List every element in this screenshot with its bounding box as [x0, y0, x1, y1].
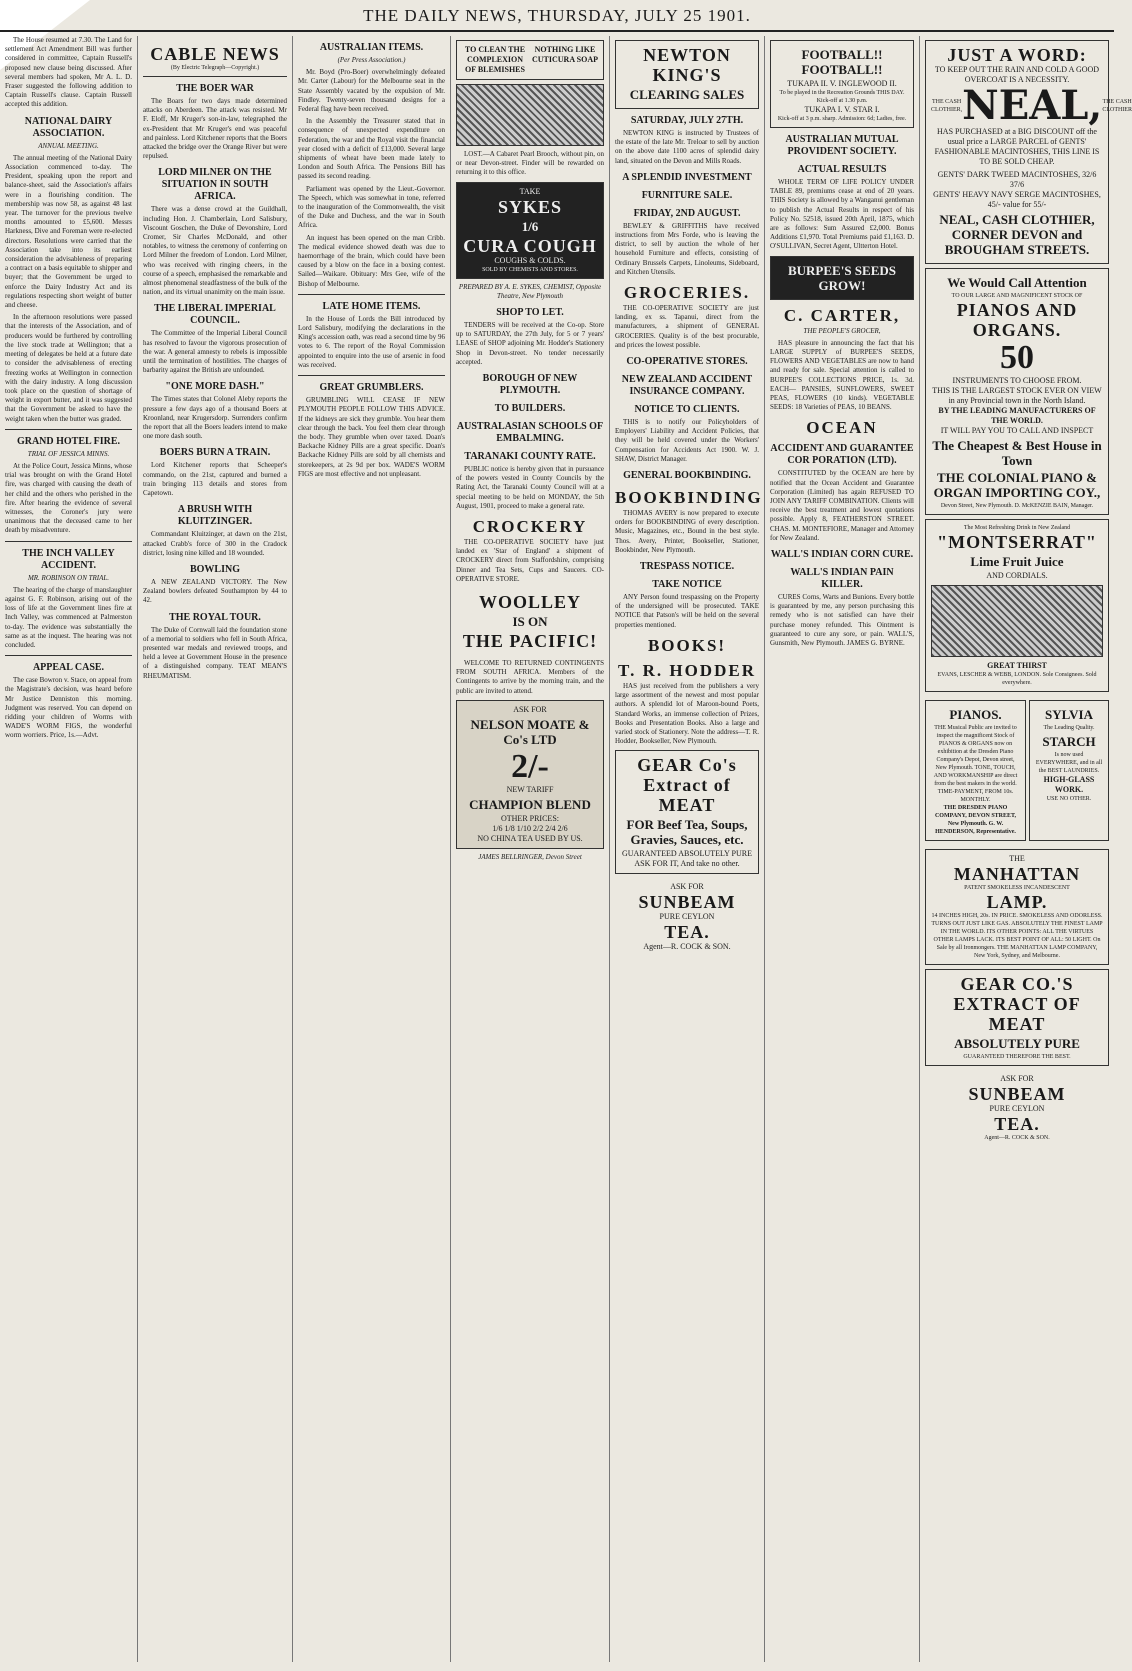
heading-general-bookbinding: GENERAL BOOKBINDING. — [623, 470, 751, 482]
divider — [298, 294, 445, 295]
carter-text: HAS pleasure in announcing the fact that his LARGE SUPPLY of BURPEE'S SEEDS, FLOWERS AND VEGETABLES are now to hand and ready for sale. Special attention is called to BURPEE'S COLLECTIONS PRICE, 1s. 3d. EACH— PANSIES, SUNFLOWERS, SWEET PEAS, FLOWERS (10 kinds). VEGETABLE SEEDS: 18 Varieties of PEAS, 10 BEANS. — [770, 338, 914, 412]
amp-text: WHOLE TERM OF LIFE POLICY UNDER TABLE 89, premiums cease at end of 20 years. THIS Society is allowed by a Wanganui gentleman to publish the Actual Results in respect of his Policy No. 52518, issued 20th April, 1875, which are as follows: Sum Assured £2,000. Bonus Additions £1,970. Total Premiums paid £1,163. D. O'SULLIVAN, Secret Agent, Ultterton Hotel. — [770, 178, 914, 251]
gear-pure: GUARANTEED ABSOLUTELY PURE — [621, 849, 752, 859]
pianos-pay: IT WILL PAY YOU TO CALL AND INSPECT — [940, 426, 1094, 435]
carter-name: C. CARTER, — [783, 305, 901, 325]
woolley-pacific: THE PACIFIC! — [462, 631, 598, 652]
heading-borough: BOROUGH OF NEW PLYMOUTH. — [482, 373, 578, 397]
newton-king-name: NEWTON KING'S — [643, 45, 731, 85]
heading-bookbinding: BOOKBINDING — [615, 488, 763, 508]
sunbeam-tea: TEA. — [664, 922, 710, 943]
manhattan-text: 14 INCHES HIGH, 20s. IN PRICE. SMOKELESS AND ODORLESS. TURNS OUT JUST LIKE GAS. ABSOLUTELY THE FINEST LAMP IN THE WORLD. ITS OTHER POINTS: ALL THE VIRTUES OTHER LAMPS LACK. ITS BEST POINT OF ALL: 50 LIGHT. On Sale by all Ironmongers. THE MANHATTAN LAMP COMPANY, New York, Sydney, and Melbourne. — [931, 913, 1103, 959]
cuticura-left: TO CLEAN THE COMPLEXION OF BLEMISHES — [464, 45, 526, 74]
heading-nz-accident: NEW ZEALAND ACCIDENT INSURANCE COMPANY. — [621, 374, 753, 398]
heading-trespass: TRESPASS NOTICE. — [639, 561, 735, 573]
australian-text-1: Mr. Boyd (Pro-Boer) overwhelmingly defeated Mr. Carter (Labour) for the Melbourne seat in the State Assembly vacated by the expulsion of Mr. Findley. Twenty-seven thousand designs for a Federal flag have been received. — [298, 68, 445, 114]
pianos-ad — [925, 268, 1109, 515]
australian-byline: (Per Press Association.) — [337, 56, 406, 64]
grumblers-text: GRUMBLING WILL CEASE IF NEW PLYMOUTH PEOPLE FOLLOW THIS ADVICE. If the kidneys are sick they grumble. You hear them clear through the back. You feel them clear through the body. They grumble when over taxed. Doan's Backache Kidney Pills are a great specific. Doan's Backache Kidney Pills are sold by all chemists and storekeepers, at 2s 9d per box. WADE'S WORM FIGS are most effective and not unpleasant. — [298, 396, 445, 478]
pianos-company: THE COLONIAL PIANO & ORGAN IMPORTING COY., — [933, 470, 1101, 500]
cable-news-title: CABLE NEWS — [150, 44, 280, 64]
sunbeam-agent: Agent—R. COCK & SON. — [643, 942, 731, 952]
inch-valley-text: The hearing of the charge of manslaughter against G. F. Robinson, arising out of the loss of life at the Government lines fire at Inch Valley, was commenced at Palmerston to-day. The evidence was substantially the same as at the inquest. The hearing was not concluded. — [5, 585, 132, 649]
heading-pain-killer: WALL'S INDIAN PAIN KILLER. — [790, 567, 894, 591]
football-ad — [770, 40, 914, 128]
county-rate-text: PUBLIC notice is hereby given that in pursuance of the powers vested in County Councils by the Rating Act, the Taranaki County Council will at a special meeting to be held on MONDAY, the 5th August, 1901, proceed to make a general rate. — [456, 465, 604, 510]
neal-text: HAS PURCHASED at a BIG DISCOUNT off the usual price a LARGE PARCEL of GENTS' FASHIONABLE MACINTOSHES, THIS LINE IS TO BE SOLD CHEAP. — [934, 127, 1100, 166]
heading-actual-results: ACTUAL RESULTS — [797, 164, 887, 175]
bookbinding-text: THOMAS AVERY is now prepared to execute orders for BOOKBINDING of every description. Music, Magazines, etc., Bound in the best style. Thos. Avery, Printer, Bookseller, Stationer, Bookbinder, New Plymouth. — [615, 509, 759, 554]
montserrat-great-thirst: GREAT THIRST — [987, 661, 1047, 670]
sylvia-high: HIGH-GLASS WORK. — [1043, 775, 1095, 794]
ocean-text: CONSTITUTED by the OCEAN are here by notified that the Ocean Accident and Guarantee Corporation (Limited) has again REFUSED TO JOIN ANY TARIFF COMBINATION. Clients will receive the best treatment and lowest quotations possible. Apply 8, FEATHERSTON STREET. CHAS. M. MONTEFIORE, Manager and Attorney for New Zealand. — [770, 469, 914, 542]
corn-cure-text: CURES Corns, Warts and Bunions. Every bottle is guaranteed by me, any person purchasing this remedy who is not satisfied can have their purchase money refunded. This Ointment is guaranteed to cure any sore, or pain. WALL'S, Gunsmith, New Plymouth. JAMES G. BYRNE. — [770, 593, 914, 648]
furniture-text: BEWLEY & GRIFFITHS have received instructions from Mrs Forde, who is leaving the district, to sell by auction the whole of her household Furniture and effects, consisting of Ordinary Brussels Carpets, Linoleums, Sideboard, and Kitchen Utensils. — [615, 221, 759, 276]
dairy-text-1: The annual meeting of the National Dairy Association commenced to-day. The President, speaking upon the report and balance-sheet, said the Association's affairs were in a flourishing condition. The membership was now 58, as against 48 last year. The turnover for the previous twelve months amounted to £5,600. Messrs Harkness, Dive and Foreman were re-elected directors. Resolutions were carried that the Association take into its earliest consideration the advisableness of preparing a contract on a basis equitable to shipper and buyer; that the Government be urged to enforce the Dairy Industry Act and its regulations respecting short weight of butter and cheese. — [5, 153, 132, 310]
dresden-co: THE DRESDEN PIANO COMPANY, DEVON STREET, New Plymouth. G. W. HENDERSON, Representative. — [934, 805, 1017, 835]
nelson-tariff: NEW TARIFF — [506, 784, 554, 794]
sunbeam2-agent: Agent—R. COCK & SON. — [984, 1135, 1050, 1141]
sylvia-pianos-row — [925, 696, 1109, 845]
heading-corn-cure: WALL'S INDIAN CORN CURE. — [770, 549, 914, 561]
sykes-note: PREPARED BY A. E. SYKES, CHEMIST, Opposite Theatre, New Plymouth — [458, 282, 602, 300]
heading-saturday: SATURDAY, JULY 27TH. — [630, 115, 744, 126]
montserrat-sub: Lime Fruit Juice — [970, 554, 1064, 569]
divider — [5, 429, 132, 430]
sunbeam-tea-ad — [615, 878, 759, 956]
burpee-banner — [770, 256, 914, 300]
pianos-sub: TO OUR LARGE AND MAGNIFICENT STOCK OF — [951, 293, 1083, 299]
dairy-text-2: In the afternoon resolutions were passed that the interests of the Association, and of producers would be furthered by controlling the live stock trade at Wellington; that a meeting of delegates be held at a future date to consider the advisableness of erecting freezing works at Wellington in connection with the dairy industry. A long discussion took place on the question of shortage of weight in export butter, and it was suggested that the Government be asked to have the weight taken when the butter was graded. — [5, 313, 132, 423]
bowling-text: A NEW ZEALAND VICTORY. The New Zealand bowlers defeated Southampton by 44 to 42. — [143, 577, 287, 605]
crockery-text: THE CO-OPERATIVE SOCIETY have just landed ex 'Star of England' a shipment of CROCKERY direct from Staffordshire, comprising Dinner and Tea Sets, Cups and Saucers. CO-OPERATIVE STORE. — [456, 538, 604, 583]
nelson-price: 2/- — [511, 747, 549, 785]
sykes-take: TAKE — [519, 186, 541, 196]
football-match-2: TUKAPA I. V. STAR I. — [804, 105, 880, 114]
accident-text: THIS is to notify our Policyholders of Employers' Liability and Accident Policies, that they will be held covered under the Workers' Compensation for Accidents Act 1900. W. J. SHAW, District Manager. — [615, 418, 759, 463]
neal-left: THE CASH CLOTHIER, — [931, 99, 963, 113]
neal-gents-1: GENTS' DARK TWEED MACINTOSHES, 32/6 37/6 — [937, 170, 1097, 189]
cable-news-header — [143, 40, 287, 77]
pianos-name: PIANOS AND ORGANS. — [956, 300, 1078, 340]
sykes-cura-cough: CURA COUGH — [463, 235, 597, 256]
burpee-heading: BURPEE'S SEEDS GROW! — [787, 262, 896, 293]
heading-take-notice: TAKE NOTICE — [652, 579, 722, 591]
neal-name: NEAL, — [962, 82, 1103, 129]
gear-co-pure: ABSOLUTELY PURE — [954, 1036, 1080, 1051]
neal-foot: NEAL, CASH CLOTHIER, CORNER DEVON and BROUGHAM STREETS. — [939, 212, 1095, 257]
royal-tour-text: The Duke of Cornwall laid the foundation stone of a memorial to soldiers who fell in South Africa, presented war medals and reviewed troops, and held a levee at Government House in the presence of a distinguished company. TEAT MEAN'S RHEUMATISM. — [143, 625, 287, 680]
gear-for: FOR Beef Tea, Soups, Gravies, Sauces, etc. — [626, 817, 748, 848]
column-7 — [920, 36, 1132, 1662]
heading-crockery: CROCKERY — [472, 517, 588, 537]
sunbeam-tea-ad-2 — [925, 1070, 1109, 1146]
sunbeam-pure: PURE CEYLON — [659, 912, 715, 922]
montserrat-cordials: AND CORDIALS. — [986, 571, 1048, 580]
sunbeam-name: SUNBEAM — [638, 892, 736, 913]
heading-hotel-fire: GRAND HOTEL FIRE. — [16, 435, 121, 447]
sykes-coughs: COUGHS & COLDS. — [494, 255, 566, 265]
pianos-largest: THIS IS THE LARGEST STOCK EVER ON VIEW in any Provincial town in the North Island. — [932, 386, 1102, 405]
divider — [5, 541, 132, 542]
neal-right: THE CASH CLOTHIER — [1102, 99, 1132, 113]
heading-kluitzinger: A BRUSH WITH KLUITZINGER. — [177, 504, 253, 528]
welcome-text: WELCOME TO RETURNED CONTINGENTS FROM SOUTH AFRICA. Members of the Contingents to arrive by the morning train, and the public are invited to attend. — [456, 659, 604, 695]
heading-embalming: AUSTRALASIAN SCHOOLS OF EMBALMING. — [456, 421, 604, 445]
nelson-ask: ASK FOR — [513, 704, 547, 714]
sykes-name: SYKES — [497, 196, 563, 217]
just-a-word: JUST A WORD: — [947, 45, 1087, 65]
gear-co-extract: EXTRACT OF MEAT — [953, 994, 1081, 1034]
sylvia-used: Is now used EVERYWHERE, and in all the BEST LAUNDRIES. — [1035, 752, 1103, 774]
heading-investment: A SPLENDID INVESTMENT — [622, 171, 752, 183]
heading-liberal: THE LIBERAL IMPERIAL COUNCIL. — [154, 303, 276, 327]
column-4 — [451, 36, 610, 1662]
heading-notice-clients: NOTICE TO CLIENTS. — [634, 404, 740, 416]
cable-byline: (By Electric Telegraph—Copyright.) — [170, 65, 260, 71]
boer-war-text: The Boars for two days made determined attacks on Aberdeen. The attack was resisted. Mr F. Eloff, Mr Kruger's son-in-law, telegraphed the ex-President that Mr Kruger's end was peaceful and painless. Lord Kitchener reports that the Boers attacked the bridge over the Orange River but were repulsed. — [143, 97, 287, 161]
woolley-name: WOOLLEY — [478, 592, 582, 613]
heading-one-more-dash: "ONE MORE DASH." — [165, 381, 265, 393]
gear-extract-ad — [615, 750, 759, 874]
nelson-other: OTHER PRICES: — [500, 813, 559, 823]
sylvia-tag: The Leading Quality. — [1043, 725, 1095, 731]
newton-king-ad — [615, 40, 759, 109]
lost-notice: LOST.—A Cabaret Pearl Brooch, without pin, on or near Devon-street. Finder will be rewarded on returning it to this office. — [456, 150, 604, 177]
heading-amp: AUSTRALIAN MUTUAL PROVIDENT SOCIETY. — [785, 134, 899, 157]
nelson-moate-ad — [456, 700, 604, 849]
sylvia-ad — [1029, 700, 1109, 841]
montserrat-ad — [925, 519, 1109, 692]
milner-text: There was a dense crowd at the Guildhall, including Hon. J. Chamberlain, Lord Salisbury, Viscount Goschen, the Duke of Devonshire, Lord Cromer, Sir Charles McDonald, and other notables, to witness the ceremony of conferring on Lord Milner the freedom of London. Lord Milner, who was received with ringing cheers, in the course of a speech, emphasised the remarkable and almost phenomenal steadfastness of the bulk of the nation, and its virtual unanimity on the main issue. — [143, 205, 287, 297]
sunbeam-ask: ASK FOR — [670, 882, 704, 892]
liberal-text: The Committee of the Imperial Liberal Council has resolved to favour the vigorous prosecution of the war. A general amnesty to rebels is impossible until the termination of hostilities. The charges of barbarity against the British are unfounded. — [143, 329, 287, 375]
football-head: FOOTBALL!! FOOTBALL!! — [801, 47, 883, 77]
heading-dairy: NATIONAL DAIRY ASSOCIATION. — [24, 115, 113, 139]
cuticura-ad — [456, 40, 604, 80]
nelson-no-china: NO CHINA TEA USED BY US. — [477, 833, 583, 843]
football-match-1: TUKAPA II. V. INGLEWOOD II. — [787, 79, 897, 88]
nelson-prices: 1/6 1/8 1/10 2/2 2/4 2/6 — [492, 823, 568, 833]
divider — [5, 655, 132, 656]
montserrat-name: "MONTSERRAT" — [937, 532, 1097, 552]
manhattan-lamp: LAMP. — [986, 892, 1048, 912]
sunbeam2-name: SUNBEAM — [968, 1084, 1066, 1104]
cuticura-right: NOTHING LIKE CUTICURA SOAP — [532, 45, 599, 64]
sunbeam2-ask: ASK FOR — [1000, 1074, 1034, 1083]
hotel-fire-text: At the Police Court, Jessica Minns, whose trial was brought on with the Grand Hotel fire, was charged with causing the death of her child and the others who perished in the fire. After hearing the evidence of several witnesses, the Coroner's jury were unanimous that the deceased came to her death by misadventure. — [5, 461, 132, 535]
heading-county-rate: TARANAKI COUNTY RATE. — [464, 451, 596, 463]
just-a-word-sub: TO KEEP OUT THE RAIN AND COLD A GOOD OVERCOAT IS A NECESSITY. — [934, 65, 1100, 84]
shop-to-let-text: TENDERS will be received at the Co-op. Store up to SATURDAY, the 27th July, for 5 or 7 years' LEASE of SHOP adjoining Mr. Hodder's Stationery Shop in Devon-street. No tender necessarily accepted. — [456, 321, 604, 366]
heading-furniture: FURNITURE SALE. — [641, 189, 733, 201]
divider — [298, 375, 445, 376]
sykes-price: 1/6 — [521, 218, 539, 234]
hodder-text: HAS just received from the publishers a very large assortment of the newest and most popular authors. A splendid lot of Maroon-bound Poets, Standard Works, an immense collection of Prizes, Books and Presentation Books. Also a large and varied stock of Stationery. Note the address—T. R. Hodder, Bookseller, New Plymouth. — [615, 681, 759, 746]
manhattan-ad — [925, 849, 1109, 965]
masthead — [0, 0, 1114, 32]
woolley-is-on: IS ON — [512, 614, 548, 630]
hodder-name: T. R. HODDER — [618, 660, 756, 680]
newton-king-sub: CLEARING SALES — [629, 87, 745, 102]
newspaper-title: THE DAILY NEWS, THURSDAY, JULY 25 1901. — [363, 6, 751, 25]
subheading-robinson: MR. ROBINSON ON TRIAL. — [27, 573, 110, 582]
montserrat-illustration — [931, 585, 1103, 657]
boers-burn-text: Lord Kitchener reports that Scheeper's commando, on the 21st, captured and burned a train bringing 113 details and stores from Capetown. — [143, 461, 287, 498]
sylvia-use-no-other: USE NO OTHER. — [1046, 796, 1092, 802]
heading-boer-war: THE BOER WAR — [176, 83, 254, 94]
kluitzinger-text: Commandant Kluitzinger, at dawn on the 21st, attacked Crabb's force of 300 in the Cradock district, losing nine killed and 18 wounded. — [143, 530, 287, 557]
carter-sub: THE PEOPLE'S GROCER, — [803, 326, 881, 335]
australian-text-3: Parliament was opened by the Lieut.-Governor. The Speech, which was somewhat in tone, referred to the inauguration of the Commonwealth, the visit of the Duke and Duchess, and the war in South Africa. — [298, 184, 445, 230]
gear-extract: Extract of MEAT — [643, 775, 731, 816]
sunbeam2-tea: TEA. — [994, 1114, 1040, 1134]
sylvia-name: SYLVIA — [1045, 707, 1093, 722]
montserrat-top: The Most Refreshing Drink in New Zealand — [963, 525, 1071, 531]
newton-text: NEWTON KING is instructed by Trustees of the estate of the late Mr. Treloar to sell by auction on the above date 1100 acres of splendid dairy land, situated on the Devon and Mills Roads. — [615, 129, 759, 165]
column-2 — [138, 36, 293, 1662]
nelson-name: NELSON MOATE & Co's LTD — [470, 716, 590, 747]
books-heading: BOOKS! — [647, 635, 727, 655]
manhattan-patent: PATENT SMOKELESS INCANDESCENT — [964, 885, 1070, 891]
gear-ask: ASK FOR IT, And take no other. — [634, 859, 740, 869]
heading-australian: AUSTRALIAN ITEMS. — [319, 42, 424, 53]
heading-milner: LORD MILNER ON THE SITUATION IN SOUTH AFRICA. — [158, 167, 272, 203]
gear-co-sub: GUARANTEED THEREFORE THE BEST. — [963, 1054, 1071, 1060]
football-note-2: Kick-off at 3 p.m. sharp. Admission: 6d; Ladies, free. — [777, 116, 907, 122]
column-3 — [293, 36, 451, 1662]
australian-text-2: In the Assembly the Treasurer stated that in consequence of unexpected expenditure on Federation, the war and the Royal visit the financial year closed with a deficit of £13,000. Several large shipments of wheat have been made lately to London and South Africa. The Pensions Bill has passed its second reading. — [298, 117, 445, 181]
neal-ad — [925, 40, 1132, 264]
trespass-text: ANY Person found trespassing on the Property of the undersigned will be prosecuted. TAKE NOTICE that Patson's will be held on the several properties mentioned. — [615, 593, 759, 629]
heading-ocean-sub: ACCIDENT AND GUARANTEE COR PORATION (LTD). — [770, 443, 914, 467]
heading-appeal: APPEAL CASE. — [32, 662, 105, 674]
appeal-text: The case Bowron v. Stace, on appeal from the Magistrate's decision, was heard before Mr Justice Denniston this morning. Judgment was reserved. You can depend on ridding your children of Worms with WADE'S WORM FIGS, the wonderful worm worriers. Price, 1s.—Advt. — [5, 676, 132, 740]
groceries-text: THE CO-OPERATIVE SOCIETY are just landing, ex ss. Tapanui, direct from the manufacturers, a shipment of GENERAL GROCERIES. Quality is of the best procurable, and prices the lowest possible. — [615, 304, 759, 349]
pianos-count: 50 — [1000, 339, 1034, 376]
gear-name: GEAR Co's — [637, 755, 737, 776]
column-6 — [765, 36, 920, 1662]
pianos-top: We Would Call Attention — [947, 275, 1087, 290]
heading-royal-tour: THE ROYAL TOUR. — [169, 611, 261, 623]
manhattan-name: MANHATTAN — [953, 864, 1081, 884]
sylvia-starch: STARCH — [1042, 734, 1096, 749]
bellringer-sig: JAMES BELLRINGER, Devon Street — [478, 852, 582, 861]
column-5 — [610, 36, 765, 1662]
gear-co-ad — [925, 969, 1109, 1066]
pianos-cheapest: The Cheapest & Best House in Town — [932, 438, 1102, 468]
subheading-annual: ANNUAL MEETING. — [38, 141, 99, 150]
parliament-text: The House resumed at 7.30. The Land for settlement Act Amendment Bill was further considered in committee, Captain Russell's proposed new clause being discussed. After several members had spoken, Mr A. L. D. Fraser suggested the following addition to Captain Russell's clause. Captain Russell accepted this addition. — [5, 36, 132, 109]
heading-inch-valley: THE INCH VALLEY ACCIDENT. — [22, 547, 115, 571]
heading-bowling: BOWLING — [189, 563, 240, 575]
subheading-trial: TRIAL OF JESSICA MINNS. — [27, 449, 110, 458]
heading-ocean: OCEAN — [806, 418, 878, 438]
sunbeam2-pure: PURE CEYLON — [989, 1104, 1045, 1113]
cuticura-illustration — [456, 84, 604, 146]
sykes-sold: SOLD BY CHEMISTS AND STORES. — [482, 266, 578, 273]
woolley-ad — [456, 588, 604, 655]
montserrat-text: EVANS, LESCHER & WEBB, LONDON. Sole Consignees. Sold everywhere. — [937, 672, 1097, 686]
heading-builders: TO BUILDERS. — [494, 403, 566, 415]
football-note-1: To be played in the Recreation Grounds THIS DAY. Kick-off at 1.30 p.m. — [779, 90, 905, 104]
heading-boers-burn: BOERS BURN A TRAIN. — [159, 447, 271, 459]
australian-text-4: An inquest has been opened on the man Cribb. The medical evidence showed death was due to haemorrhage of the brain, which could have been caused by a blow on the face in a boxing contest. Sailed—Waikare. Obituary: Mrs Gee, wife of the Bishop of Melbourne. — [298, 233, 445, 288]
heading-late-home: LATE HOME ITEMS. — [322, 300, 421, 312]
neal-gents-2: GENTS' HEAVY NAVY SERGE MACINTOSHES, 45/- value for 55/- — [933, 190, 1101, 209]
sykes-ad — [456, 182, 604, 279]
pianos-makers: BY THE LEADING MANUFACTURERS OF THE WORLD. — [938, 406, 1096, 425]
dresden-head: PIANOS. — [949, 707, 1002, 722]
dresden-text: THE Musical Public are invited to inspect the magnificent Stock of PIANOS & ORGANS now on exhibition at the Dresden Piano Company's Depot, Devon street, New Plymouth. TONE, TOUCH, AND WORKMANSHIP are direct from the best makers in the world. TIME-PAYMENT, FROM 10s. MONTHLY. — [933, 725, 1018, 803]
heading-groceries: GROCERIES. — [623, 283, 751, 303]
one-more-dash-text: The Times states that Colonel Aleby reports the pressure a few days ago of a thousand Boers at Kroonland, near Krugersdorp. Surrenders confirm the report that all the Boers leaders intend to make one more dash south. — [143, 395, 287, 441]
heading-shop-to-let: SHOP TO LET. — [496, 307, 564, 319]
heading-great-grumblers: GREAT GRUMBLERS. — [319, 382, 424, 394]
heading-coop-stores: CO-OPERATIVE STORES. — [626, 356, 748, 368]
column-1 — [0, 36, 138, 1662]
nelson-blend: CHAMPION BLEND — [469, 796, 591, 812]
heading-friday: FRIDAY, 2ND AUGUST. — [633, 207, 741, 219]
pianos-inst: INSTRUMENTS TO CHOOSE FROM. — [952, 376, 1082, 385]
neal-row — [931, 82, 1132, 129]
manhattan-the: THE — [1009, 854, 1025, 863]
dresden-ad — [925, 700, 1026, 841]
pianos-addr: Devon Street, New Plymouth. D. McKENZIE BAIN, Manager. — [940, 503, 1094, 509]
late-home-text: In the House of Lords the Bill introduced by Lord Salisbury, modifying the declarations in the King's accession oath, was read a second time by 96 votes to 6. The report of the Royal Commission appointed to enquire into the use of arsenic in food was received. — [298, 314, 445, 369]
gear-co-name: GEAR CO.'S — [960, 974, 1074, 994]
